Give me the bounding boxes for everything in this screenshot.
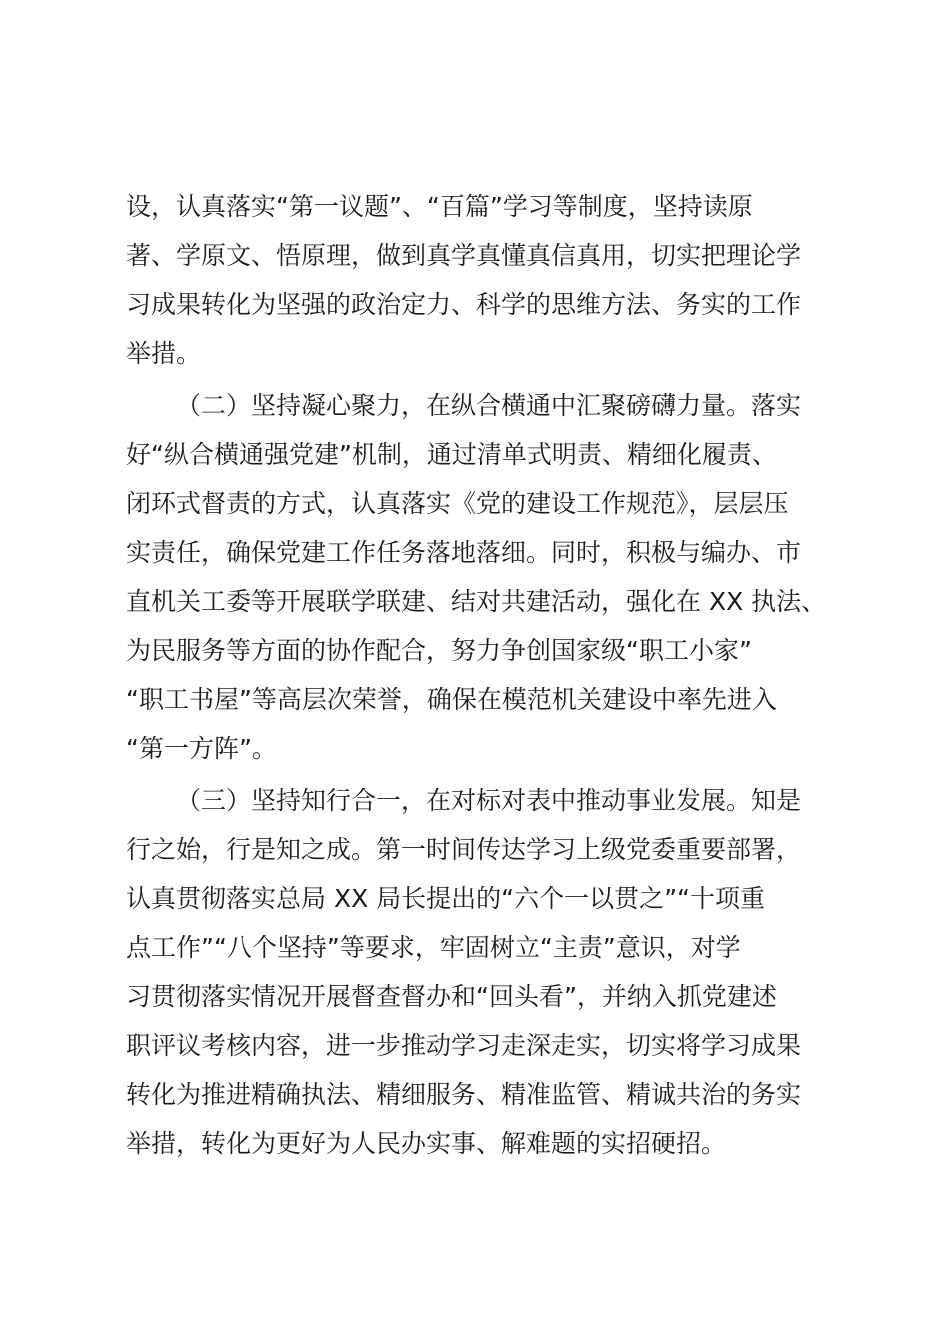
paragraph-line: 举措。	[126, 339, 202, 368]
paragraph-line: 好“纵合横通强党建”机制，通过清单式明责、精细化履责、	[126, 440, 777, 469]
paragraph-line: “职工书屋”等高层次荣誉，确保在模范机关建设中率先进入	[126, 685, 777, 714]
paragraph-line: 著、学原文、悟原理，做到真学真懂真信真用，切实把理论学	[126, 241, 802, 270]
paragraph-line: 点工作”“八个坚持”等要求，牢固树立“主责”意识，对学	[126, 933, 741, 962]
paragraph-line: 实责任，确保党建工作任务落地落细。同时，积极与编办、市	[126, 538, 802, 567]
paragraph-line: 行之始，行是知之成。第一时间传达学习上级党委重要部署，	[126, 835, 802, 864]
section-heading-line: （二）坚持凝心聚力，在纵合横通中汇聚磅礴力量。落实	[176, 391, 802, 420]
paragraph-line: 认真贯彻落实总局 XX 局长提出的“六个一以贯之”“十项重	[126, 884, 766, 913]
paragraph-line: 设，认真落实“第一议题”、“百篇”学习等制度，坚持读原	[126, 192, 753, 221]
paragraph-line: 举措，转化为更好为人民办实事、解难题的实招硬招。	[126, 1129, 727, 1158]
section-heading-line: （三）坚持知行合一，在对标对表中推动事业发展。知是	[176, 786, 802, 815]
paragraph-line: 为民服务等方面的协作配合，努力争创国家级“职工小家”	[126, 636, 752, 665]
paragraph-line: “第一方阵”。	[126, 734, 277, 763]
paragraph-line: 直机关工委等开展联学联建、结对共建活动，强化在 XX 执法、	[126, 587, 827, 616]
paragraph-line: 习成果转化为坚强的政治定力、科学的思维方法、务实的工作	[126, 290, 802, 319]
paragraph-line: 闭环式督责的方式，认真落实《党的建设工作规范》，层层压	[126, 489, 789, 518]
paragraph-line: 职评议考核内容，进一步推动学习走深走实，切实将学习成果	[126, 1031, 802, 1060]
paragraph-line: 转化为推进精确执法、精细服务、精准监管、精诚共治的务实	[126, 1080, 802, 1109]
paragraph-line: 习贯彻落实情况开展督查督办和“回头看”，并纳入抓党建述	[126, 982, 777, 1011]
